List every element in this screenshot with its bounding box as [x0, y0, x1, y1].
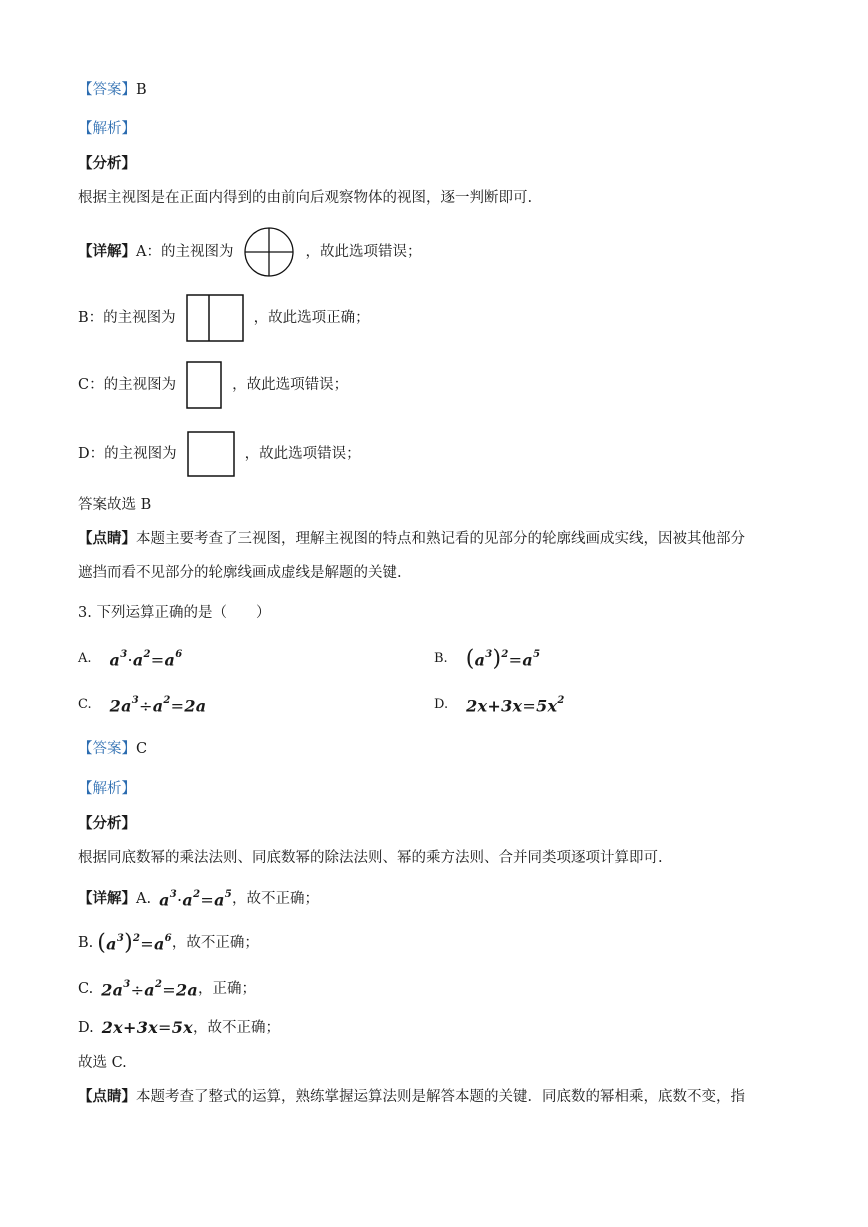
math-op: ÷: [139, 696, 153, 716]
math-var: a: [522, 650, 534, 670]
q3-dianjing: [78, 1086, 745, 1108]
option-label: B.: [434, 650, 448, 666]
detail-d-prefix: D：的主视图为: [78, 446, 177, 462]
detail-d-suffix: ，故此选项错误；: [244, 446, 361, 462]
jiexi-tag-q3: 【解析】: [78, 781, 136, 797]
dianjing-text1: 本题主要考查了三视图，理解主视图的特点和熟记看的见部分的轮廓线画成实线，因被其他部分: [136, 531, 745, 547]
option-b-math: $(a^3)^2=a^5$: [465, 646, 541, 672]
math-eq: =: [162, 980, 176, 1000]
math-exp: 6: [164, 933, 172, 944]
math-num: 2: [109, 696, 122, 716]
q3-option-a: [78, 646, 182, 671]
fenxi-tag-q3: 【分析】: [78, 815, 136, 832]
math-exp: 2: [143, 649, 151, 660]
detail-label: B.: [78, 934, 94, 951]
detail-suffix: ，故不正确；: [232, 890, 320, 907]
math-eq: =: [150, 650, 165, 670]
circle-cross-figure: [243, 226, 295, 278]
math-var: a: [132, 650, 144, 670]
square-figure: [187, 431, 235, 477]
math-exp: 3: [120, 649, 128, 660]
detail-suffix: ，正确；: [198, 980, 257, 997]
q3-option-b: [434, 646, 540, 671]
math-eq: =: [157, 1018, 172, 1037]
math-var: a: [164, 650, 176, 670]
math-expr: 5x: [171, 1018, 193, 1037]
detail-c-line: [78, 360, 348, 410]
jiexi-tag: 【解析】: [78, 121, 136, 137]
detail-suffix: ，故不正确；: [171, 934, 259, 951]
xiangjie-tag: 【详解】: [78, 243, 136, 260]
detail-c-suffix: ，故此选项错误；: [232, 377, 349, 393]
math-eq: =: [508, 650, 523, 670]
detail-a-math: [159, 886, 232, 911]
q3-detail-d: [78, 1017, 280, 1039]
dianjing-line2: 遮挡而看不见部分的轮廓线画成虚线是解题的关键.: [78, 565, 402, 581]
xiangjie-tag-q3: 【详解】: [78, 889, 136, 907]
fenxi-text-q3: 根据同底数幂的乘法法则、同底数幂的除法法则、幂的乘方法则、合并同类项逐项计算即可.: [78, 850, 663, 866]
math-var: a: [153, 934, 165, 954]
q3-option-c: [78, 692, 206, 717]
math-exp: 5: [533, 649, 541, 660]
fenxi-text: 根据主视图是在正面内得到的由前向后观察物体的视图，逐一判断即可.: [78, 190, 533, 206]
q3-detail-a: [78, 886, 319, 911]
q3-option-d: [434, 692, 565, 717]
math-var: a: [112, 980, 124, 1000]
math-num: 2: [101, 980, 113, 1000]
option-c-math: [110, 692, 207, 717]
math-expr: 2x+3x: [101, 1018, 158, 1037]
tall-rect-figure: [186, 361, 222, 409]
math-exp: 2: [193, 889, 201, 900]
math-exp: 2: [557, 695, 565, 706]
math-op: ·: [127, 650, 133, 670]
answer-value: C: [136, 741, 148, 757]
detail-a-prefix: A：的主视图为: [136, 244, 234, 260]
detail-label: A.: [136, 890, 152, 907]
detail-c-prefix: C：的主视图为: [78, 377, 177, 393]
option-label: C.: [78, 696, 92, 712]
math-var: a: [152, 696, 164, 716]
math-op: ÷: [130, 980, 145, 1000]
option-label: D.: [434, 696, 449, 712]
detail-d-line: [78, 430, 361, 478]
detail-b-prefix: B：的主视图为: [78, 310, 176, 326]
math-exp: 2: [501, 649, 509, 660]
math-expr: 5x: [536, 696, 558, 716]
q3-stem: 3. 下列运算正确的是（ ）: [78, 605, 271, 621]
math-expr: 2x+3x: [466, 696, 523, 716]
math-var: a: [159, 890, 170, 910]
detail-b-line: [78, 293, 370, 343]
dianjing-text-q3: 本题考查了整式的运算，熟练掌握运算法则是解答本题的关键．同底数的幂相乘，底数不变，指: [136, 1089, 745, 1105]
dianjing-line1: [78, 528, 745, 550]
detail-c-math: [101, 976, 198, 1001]
math-exp: 2: [163, 695, 171, 706]
math-op: ·: [177, 890, 183, 910]
detail-b-suffix: ，故此选项正确；: [253, 310, 370, 326]
option-a-math: [110, 646, 183, 671]
answer-line-q3: [78, 738, 147, 760]
q3-detail-b: [78, 930, 259, 955]
math-var: a: [182, 890, 194, 910]
dianjing-tag-q3: 【点睛】: [78, 1088, 136, 1105]
detail-d-math: [102, 1017, 193, 1039]
math-exp: 3: [169, 889, 178, 900]
math-exp: 2: [132, 933, 141, 944]
math-exp: 5: [224, 889, 233, 900]
math-expr: 2a: [175, 980, 199, 1000]
math-expr: 2a: [184, 696, 207, 716]
detail-b-math: $(a^3)^2=a^6$: [97, 930, 172, 956]
two-rect-figure: [186, 294, 244, 342]
dianjing-tag: 【点睛】: [78, 530, 136, 547]
option-d-math: [466, 692, 565, 717]
math-var: a: [106, 934, 117, 954]
math-exp: 3: [485, 649, 493, 660]
q3-conclusion: 故选 C.: [78, 1055, 127, 1071]
answer-tag: 【答案】: [78, 741, 136, 757]
detail-a-line: [78, 226, 421, 278]
detail-a-suffix: ，故此选项错误；: [305, 244, 422, 260]
math-exp: 6: [175, 649, 183, 660]
math-eq: =: [170, 696, 185, 716]
detail-label: C.: [78, 980, 94, 997]
math-exp: 3: [116, 933, 125, 944]
math-eq: =: [200, 890, 215, 910]
math-var: a: [214, 890, 225, 910]
math-var: a: [121, 696, 132, 716]
fenxi-tag: 【分析】: [78, 155, 136, 172]
q2-conclusion: 答案故选 B: [78, 497, 152, 513]
detail-label: D.: [78, 1020, 94, 1036]
math-eq: =: [140, 934, 154, 954]
answer-value: B: [136, 82, 147, 98]
math-eq: =: [522, 696, 537, 716]
math-var: a: [109, 650, 121, 670]
math-var: a: [474, 650, 486, 670]
math-exp: 3: [123, 979, 131, 990]
answer-tag: 【答案】: [78, 82, 136, 98]
option-label: A.: [78, 650, 92, 666]
math-exp: 3: [131, 695, 139, 706]
q3-detail-c: [78, 976, 256, 1001]
math-var: a: [144, 980, 155, 1000]
detail-suffix: ，故不正确；: [192, 1020, 280, 1036]
math-exp: 2: [154, 979, 163, 990]
answer-line-q2: [78, 79, 147, 101]
